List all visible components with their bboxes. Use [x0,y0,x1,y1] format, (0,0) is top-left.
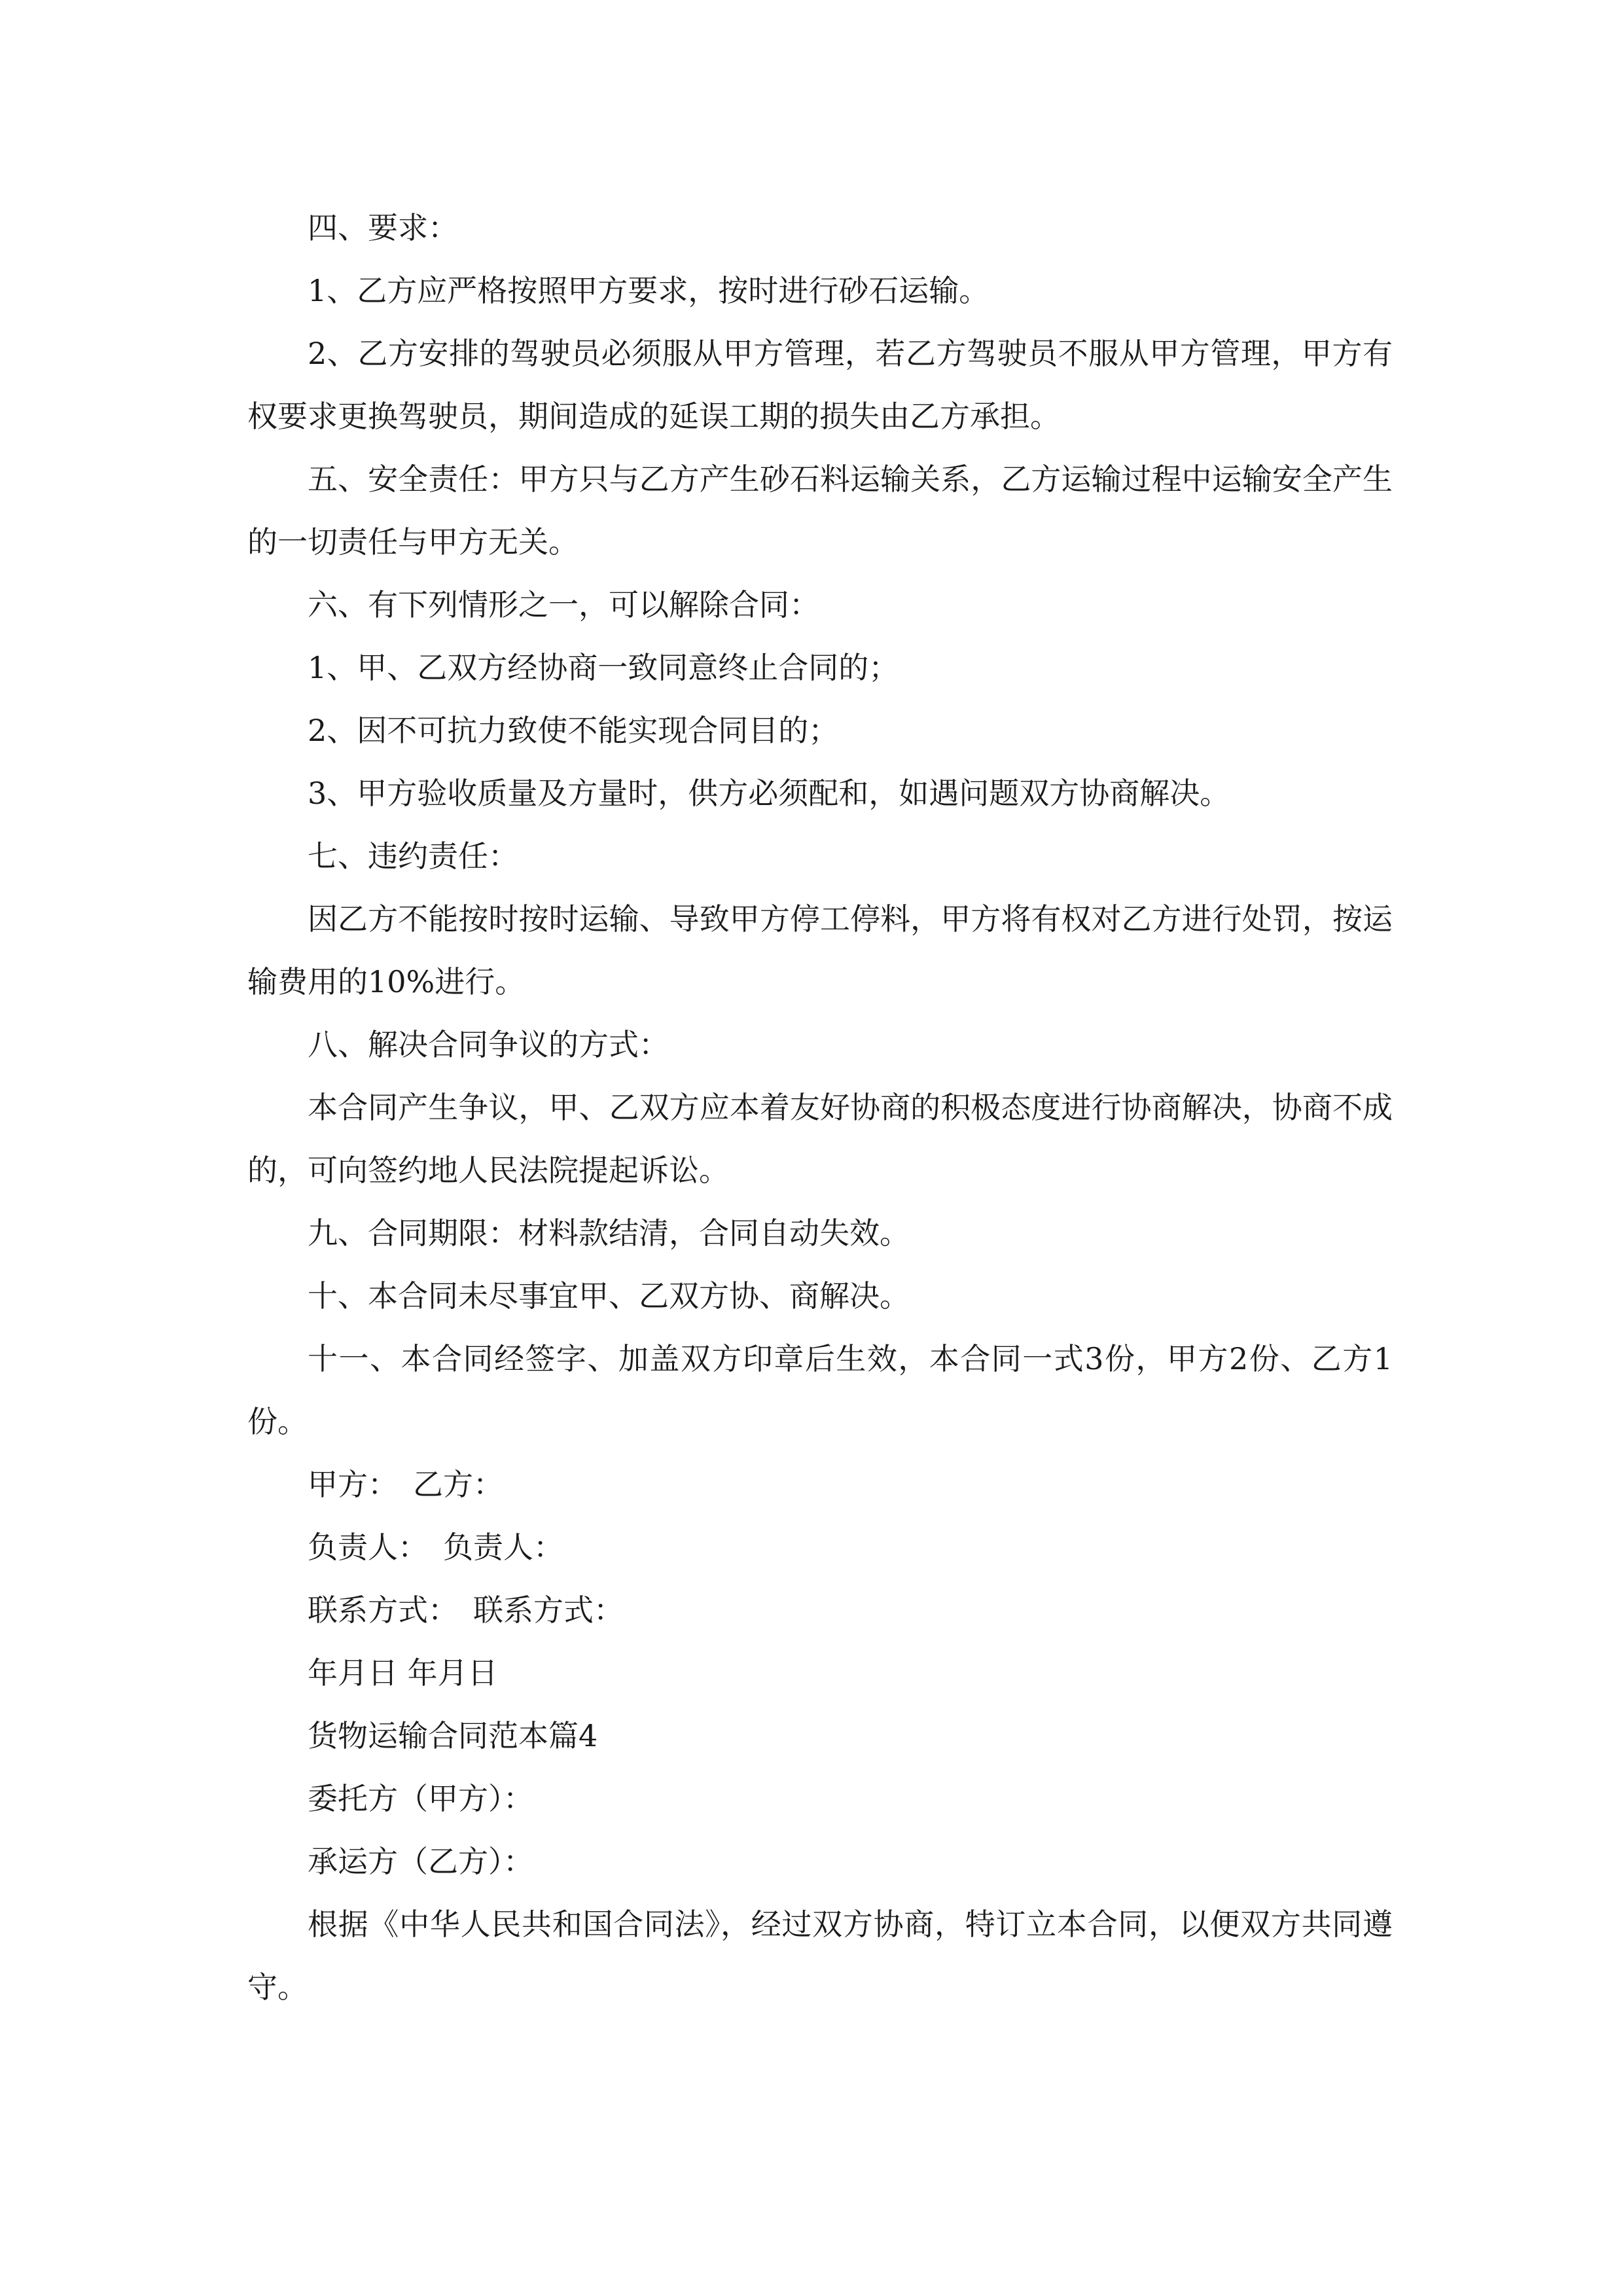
section-heading-termination: 六、有下列情形之一，可以解除合同： [308,587,819,622]
section-safety-responsibility: 五、安全责任：甲方只与乙方产生砂石料运输关系，乙方运输过程中运输安全产生的一切责任与甲方无关。 [247,461,1393,560]
section-contract-term: 九、合同期限：材料款结清，合同自动失效。 [308,1215,910,1251]
signature-contacts: 联系方式： 联系方式： [308,1592,624,1628]
document-body [247,196,1393,2018]
signature-parties: 甲方： 乙方： [308,1467,503,1502]
section-heading-breach: 七、违约责任： [308,838,518,874]
template-title-4: 货物运输合同范本篇4 [308,1718,598,1753]
section-heading-dispute: 八、解决合同争议的方式： [308,1027,669,1062]
preamble-paragraph: 根据《中华人民共和国合同法》，经过双方协商，特订立本合同，以便双方共同遵守。 [247,1907,1393,2005]
termination-item-1: 1、甲、乙双方经协商一致同意终止合同的； [308,650,899,685]
carrier-line: 承运方（乙方）： [308,1844,533,1879]
signature-responsible-persons: 负责人： 负责人： [308,1530,563,1565]
requirement-item-2: 2、乙方安排的驾驶员必须服从甲方管理，若乙方驾驶员不服从甲方管理，甲方有权要求更换驾驶员，期间造成的延误工期的损失由乙方承担。 [247,336,1393,434]
dispute-paragraph: 本合同产生争议，甲、乙双方应本着友好协商的积极态度进行协商解决，协商不成的，可向签约地人民法院提起诉讼。 [247,1090,1393,1188]
section-effectiveness: 十一、本合同经签字、加盖双方印章后生效，本合同一式3份，甲方2份、乙方1份。 [247,1341,1393,1439]
section-unresolved-matters: 十、本合同未尽事宜甲、乙双方协、商解决。 [308,1278,910,1314]
requirement-item-1: 1、乙方应严格按照甲方要求，按时进行砂石运输。 [308,273,990,308]
section-heading-requirements: 四、要求： [308,210,458,245]
breach-paragraph: 因乙方不能按时按时运输、导致甲方停工停料，甲方将有权对乙方进行处罚，按运输费用的10%进行。 [247,901,1393,999]
termination-item-2: 2、因不可抗力致使不能实现合同目的； [308,713,839,748]
termination-item-3: 3、甲方验收质量及方量时，供方必须配和，如遇问题双方协商解决。 [308,776,1230,811]
signature-dates: 年月日 年月日 [308,1655,498,1691]
consignor-line: 委托方（甲方）： [308,1781,533,1816]
